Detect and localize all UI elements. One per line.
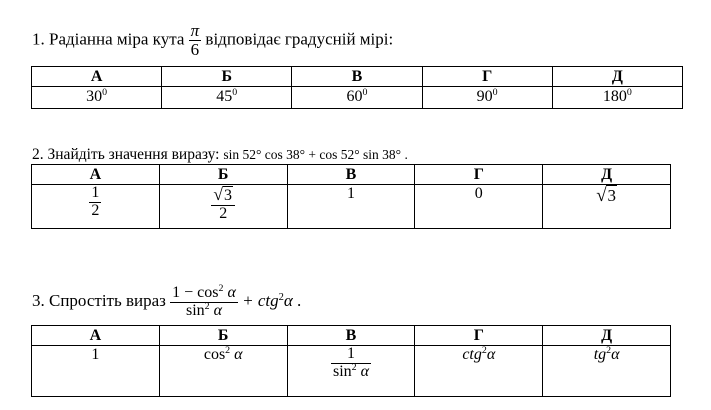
option-header-b: Б [162, 67, 292, 87]
ctg-func: ctg [462, 346, 482, 363]
option-d-cell [415, 185, 543, 229]
option-header-c: В [287, 165, 415, 185]
inverse-sin-fraction [331, 346, 371, 381]
option-header-c: В [292, 67, 422, 87]
fraction-denominator [331, 363, 371, 381]
question-2-prefix: 2. Знайдіть значення виразу: [32, 146, 224, 163]
alpha: α [283, 291, 293, 311]
option-d-cell [422, 87, 552, 109]
square-root [596, 185, 617, 207]
exponent: 2 [351, 361, 357, 373]
expression-fraction [170, 285, 238, 320]
question-3-end: . [292, 291, 302, 311]
option-header-b: Б [159, 326, 287, 346]
option-a-value: 30 [86, 88, 103, 105]
option-d-value: 0 [474, 185, 483, 202]
radicand: 3 [224, 187, 233, 204]
question-2-expression: sin 52° cos 38° + cos 52° sin 38° . [223, 147, 408, 162]
option-c-cell [287, 346, 415, 397]
option-a-value: 1 [91, 346, 100, 363]
answer-table-1-value-row [32, 87, 683, 109]
option-header-a: А [32, 67, 162, 87]
option-a-cell [32, 346, 160, 397]
fraction-numerator [170, 285, 238, 302]
option-header-a: А [32, 165, 160, 185]
exponent: 2 [225, 345, 231, 357]
option-header-a: А [32, 326, 160, 346]
denominator-text: sin [185, 301, 205, 319]
angle-denominator: 6 [189, 40, 202, 59]
alpha: α [234, 346, 243, 363]
alpha: α [360, 362, 369, 380]
alpha: α [213, 301, 222, 319]
fraction-denominator [170, 302, 238, 320]
exponent: 2 [606, 345, 612, 357]
sin-func: sin [332, 362, 352, 380]
answer-table-3-value-row [32, 346, 671, 397]
option-header-e: Д [543, 326, 671, 346]
answer-table-2 [31, 164, 671, 229]
question-2 [32, 147, 408, 163]
option-e-cell [543, 346, 671, 397]
exponent: 2 [278, 291, 284, 303]
cos-func: cos [203, 346, 226, 363]
fraction-denominator: 2 [91, 201, 100, 219]
answer-table-2-value-row [32, 185, 671, 229]
option-header-e: Д [552, 67, 682, 87]
degree-mark: 0 [492, 87, 498, 99]
option-b-cell [159, 185, 287, 229]
question-1 [32, 22, 393, 59]
question-1-suffix: відповідає градусній мірі: [201, 29, 394, 49]
sqrt3-half-fraction [211, 185, 235, 223]
degree-mark: 0 [362, 87, 368, 99]
option-e-cell [552, 87, 682, 109]
option-header-d: Г [415, 326, 543, 346]
fraction-denominator: 2 [211, 205, 235, 223]
exponent: 2 [204, 300, 210, 312]
answer-table-1 [31, 66, 683, 109]
option-d-value: 90 [476, 88, 493, 105]
option-e-cell [543, 185, 671, 229]
option-header-c: В [287, 326, 415, 346]
alpha: α [486, 346, 496, 363]
sqrt-sign: √ [213, 184, 224, 204]
angle-fraction [189, 22, 202, 59]
answer-table-2-header-row [32, 165, 671, 185]
option-e-value: 180 [602, 88, 627, 105]
option-c-cell [292, 87, 422, 109]
square-root [213, 185, 233, 205]
fraction-numerator: 1 [91, 184, 100, 201]
answer-table-3-header-row [32, 326, 671, 346]
option-header-b: Б [159, 165, 287, 185]
option-header-d: Г [422, 67, 552, 87]
plus-ctg: + ctg [237, 291, 279, 311]
degree-mark: 0 [232, 87, 238, 99]
alpha: α [227, 284, 236, 301]
numerator-text: 1 − cos [172, 284, 219, 301]
option-b-cell [162, 87, 292, 109]
question-3-prefix: 3. Спростіть вираз [32, 291, 171, 311]
exponent: 2 [218, 283, 224, 295]
option-c-cell [287, 185, 415, 229]
exponent: 2 [481, 345, 487, 357]
radicand: 3 [607, 186, 616, 205]
one-half-fraction [89, 185, 101, 220]
degree-mark: 0 [626, 87, 632, 99]
option-c-value: 60 [346, 88, 363, 105]
option-header-d: Г [415, 165, 543, 185]
fraction-numerator [211, 185, 235, 205]
option-b-value: 45 [216, 88, 233, 105]
answer-table-3 [31, 325, 671, 397]
angle-numerator: π [190, 21, 200, 40]
option-c-value: 1 [346, 185, 355, 202]
option-b-cell [159, 346, 287, 397]
answer-table-1-header-row [32, 67, 683, 87]
option-a-cell [32, 185, 160, 229]
option-header-e: Д [543, 165, 671, 185]
tg-func: tg [593, 346, 607, 363]
fraction-numerator: 1 [346, 345, 355, 362]
option-a-cell [32, 87, 162, 109]
question-1-prefix: 1. Радіанна міра кута [32, 29, 189, 49]
sqrt-sign: √ [596, 185, 607, 206]
question-3 [32, 285, 301, 320]
alpha: α [611, 346, 620, 363]
degree-mark: 0 [102, 87, 108, 99]
option-d-cell [415, 346, 543, 397]
